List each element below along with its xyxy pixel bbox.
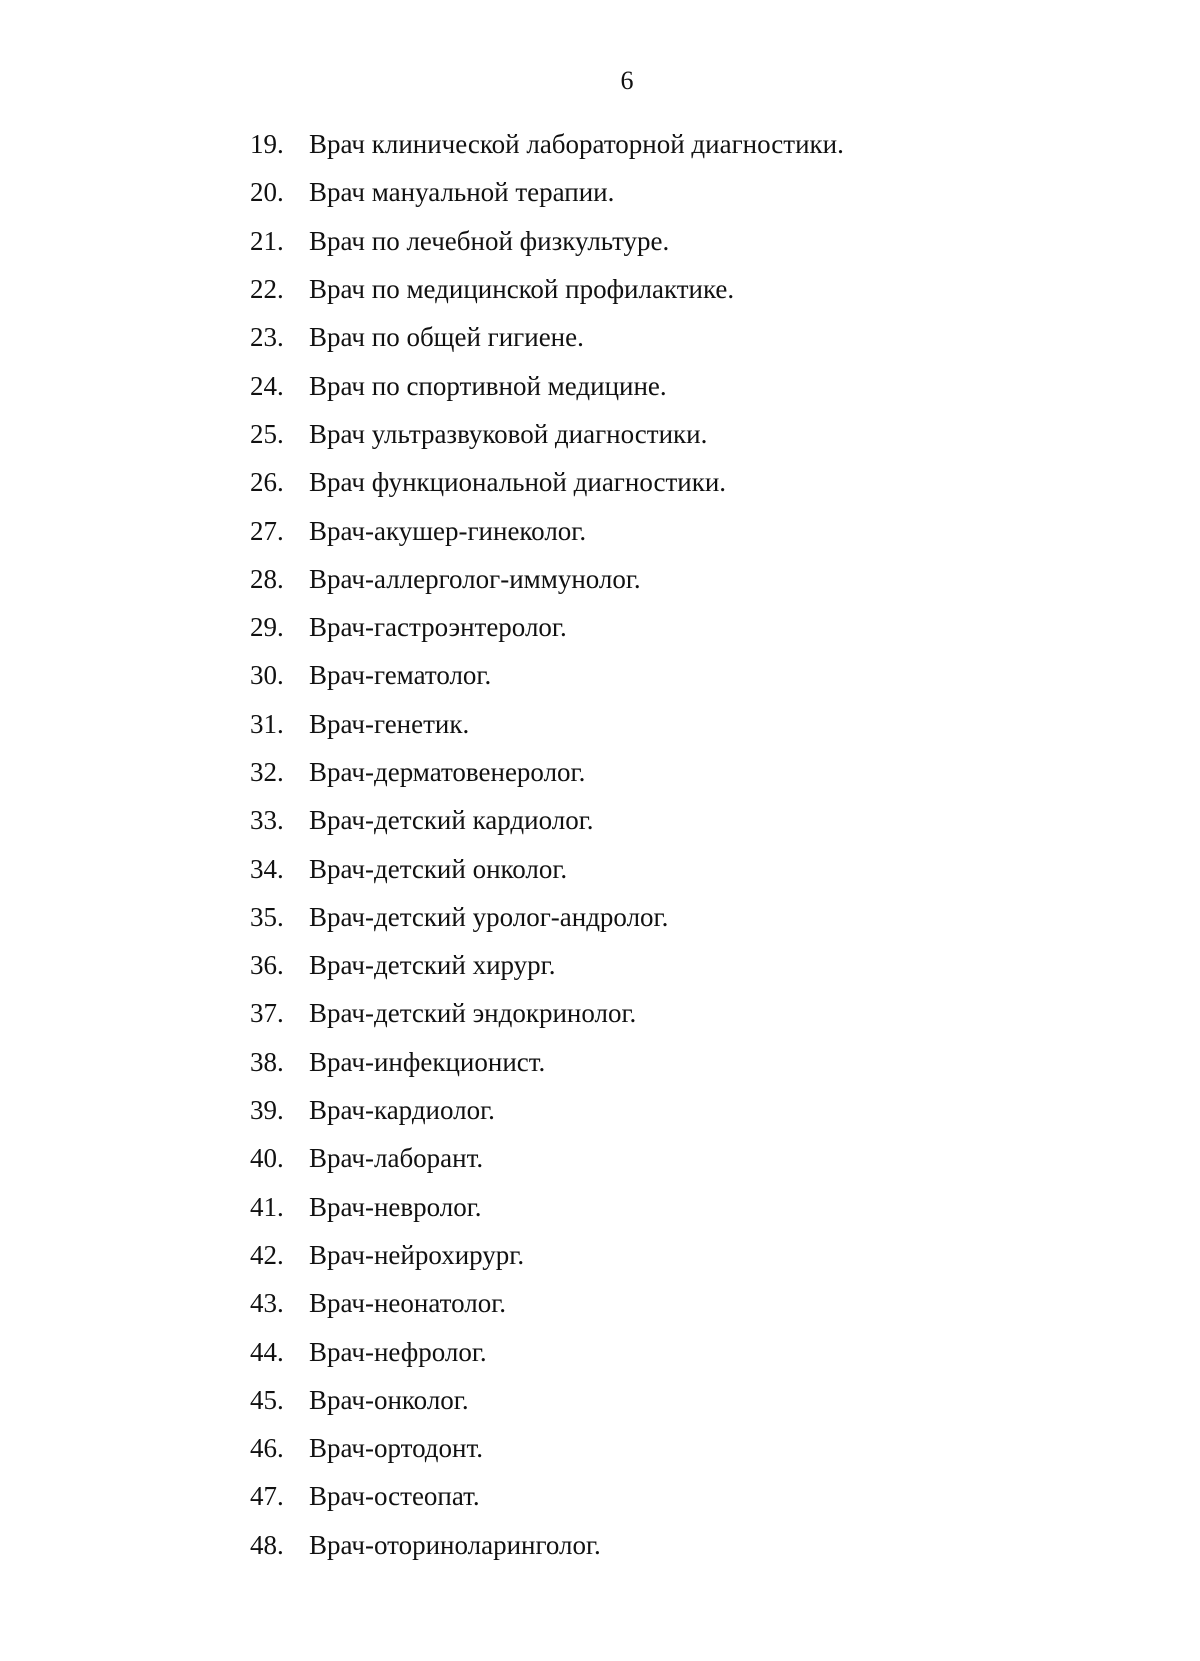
item-text: Врач-инфекционист.	[309, 1046, 546, 1077]
item-text: Врач-дерматовенеролог.	[309, 757, 586, 787]
item-number: 20.	[250, 177, 284, 208]
item-number: 46.	[250, 1433, 284, 1464]
list-item	[250, 893, 844, 941]
item-text: Врач функциональной диагностики.	[309, 467, 727, 498]
item-number: 25.	[250, 418, 284, 449]
list-item	[250, 989, 844, 1037]
item-text: Врач-ортодонт.	[309, 1433, 483, 1464]
item-number: 45.	[250, 1384, 284, 1415]
item-number: 47.	[250, 1481, 284, 1512]
item-number: 39.	[250, 1095, 284, 1126]
item-text: Врач-детский уролог-андролог.	[309, 901, 669, 932]
list-item	[250, 1086, 844, 1134]
list-item	[250, 555, 844, 603]
specialty-list	[250, 120, 844, 1569]
list-item	[250, 796, 844, 844]
item-text: Врач-детский хирург.	[309, 950, 556, 981]
item-number: 23.	[250, 322, 284, 353]
list-item	[250, 651, 844, 699]
item-number: 38.	[250, 1046, 284, 1077]
item-number: 19.	[250, 129, 284, 160]
item-number: 40.	[250, 1143, 284, 1174]
list-item	[250, 1521, 844, 1569]
item-text: Врач-лаборант.	[309, 1143, 484, 1174]
item-number: 33.	[250, 805, 284, 836]
list-item	[250, 217, 844, 265]
item-text: Врач-детский эндокринолог.	[309, 998, 637, 1029]
item-number: 28.	[250, 563, 284, 594]
item-text: Врач-невролог.	[309, 1191, 482, 1222]
list-item	[250, 1279, 844, 1327]
list-item	[250, 603, 844, 651]
item-number: 26.	[250, 467, 284, 498]
item-number: 22.	[250, 274, 284, 305]
list-item	[250, 700, 844, 748]
list-item	[250, 410, 844, 458]
item-number: 41.	[250, 1191, 284, 1222]
list-item	[250, 1327, 844, 1375]
item-text: Врач-остеопат.	[309, 1481, 480, 1512]
item-number: 34.	[250, 853, 284, 884]
item-text: Врач-аллерголог-иммунолог.	[309, 563, 641, 594]
list-item	[250, 748, 844, 796]
list-item	[250, 1376, 844, 1424]
item-text: Врач-оториноларинголог.	[309, 1529, 601, 1560]
list-item	[250, 1424, 844, 1472]
item-number: 43.	[250, 1288, 284, 1319]
list-item	[250, 844, 844, 892]
list-item	[250, 1183, 844, 1231]
list-item	[250, 941, 844, 989]
item-text: Врач-гематолог.	[309, 660, 492, 691]
item-number: 24.	[250, 370, 284, 401]
item-number: 37.	[250, 998, 284, 1029]
item-text: Врач-неонатолог.	[309, 1288, 506, 1319]
list-item	[250, 1472, 844, 1520]
item-number: 42.	[250, 1239, 284, 1270]
item-text: Врач по медицинской профилактике.	[309, 274, 735, 305]
item-text: Врач ультразвуковой диагностики.	[309, 418, 708, 449]
list-item	[250, 506, 844, 554]
list-item	[250, 265, 844, 313]
item-text: Врач по общей гигиене.	[309, 322, 584, 353]
page-number: 6	[620, 66, 634, 95]
item-number: 32.	[250, 757, 284, 787]
item-text: Врач-акушер-гинеколог.	[309, 515, 587, 546]
item-text: Врач по лечебной физкультуре.	[309, 225, 670, 256]
item-text: Врач-гастроэнтеролог.	[309, 612, 567, 643]
item-number: 21.	[250, 225, 284, 256]
item-number: 31.	[250, 708, 284, 739]
item-number: 36.	[250, 950, 284, 981]
list-item	[250, 458, 844, 506]
item-number: 48.	[250, 1529, 284, 1560]
list-item	[250, 1231, 844, 1279]
item-text: Врач-нефролог.	[309, 1336, 487, 1367]
item-text: Врач-онколог.	[309, 1384, 469, 1415]
item-number: 35.	[250, 901, 284, 932]
item-text: Врач-кардиолог.	[309, 1095, 495, 1126]
item-text: Врач клинической лабораторной диагностики.	[309, 129, 844, 160]
item-number: 29.	[250, 612, 284, 643]
item-number: 30.	[250, 660, 284, 691]
item-text: Врач-детский онколог.	[309, 853, 568, 884]
list-item	[250, 361, 844, 409]
item-text: Врач по спортивной медицине.	[309, 370, 667, 401]
list-item	[250, 168, 844, 216]
list-item	[250, 120, 844, 168]
list-item	[250, 1038, 844, 1086]
item-text: Врач-детский кардиолог.	[309, 805, 594, 836]
item-text: Врач-нейрохирург.	[309, 1239, 525, 1270]
item-text: Врач-генетик.	[309, 708, 470, 739]
item-number: 27.	[250, 515, 284, 546]
list-item	[250, 1134, 844, 1182]
list-item	[250, 313, 844, 361]
item-text: Врач мануальной терапии.	[309, 177, 615, 208]
item-number: 44.	[250, 1336, 284, 1367]
